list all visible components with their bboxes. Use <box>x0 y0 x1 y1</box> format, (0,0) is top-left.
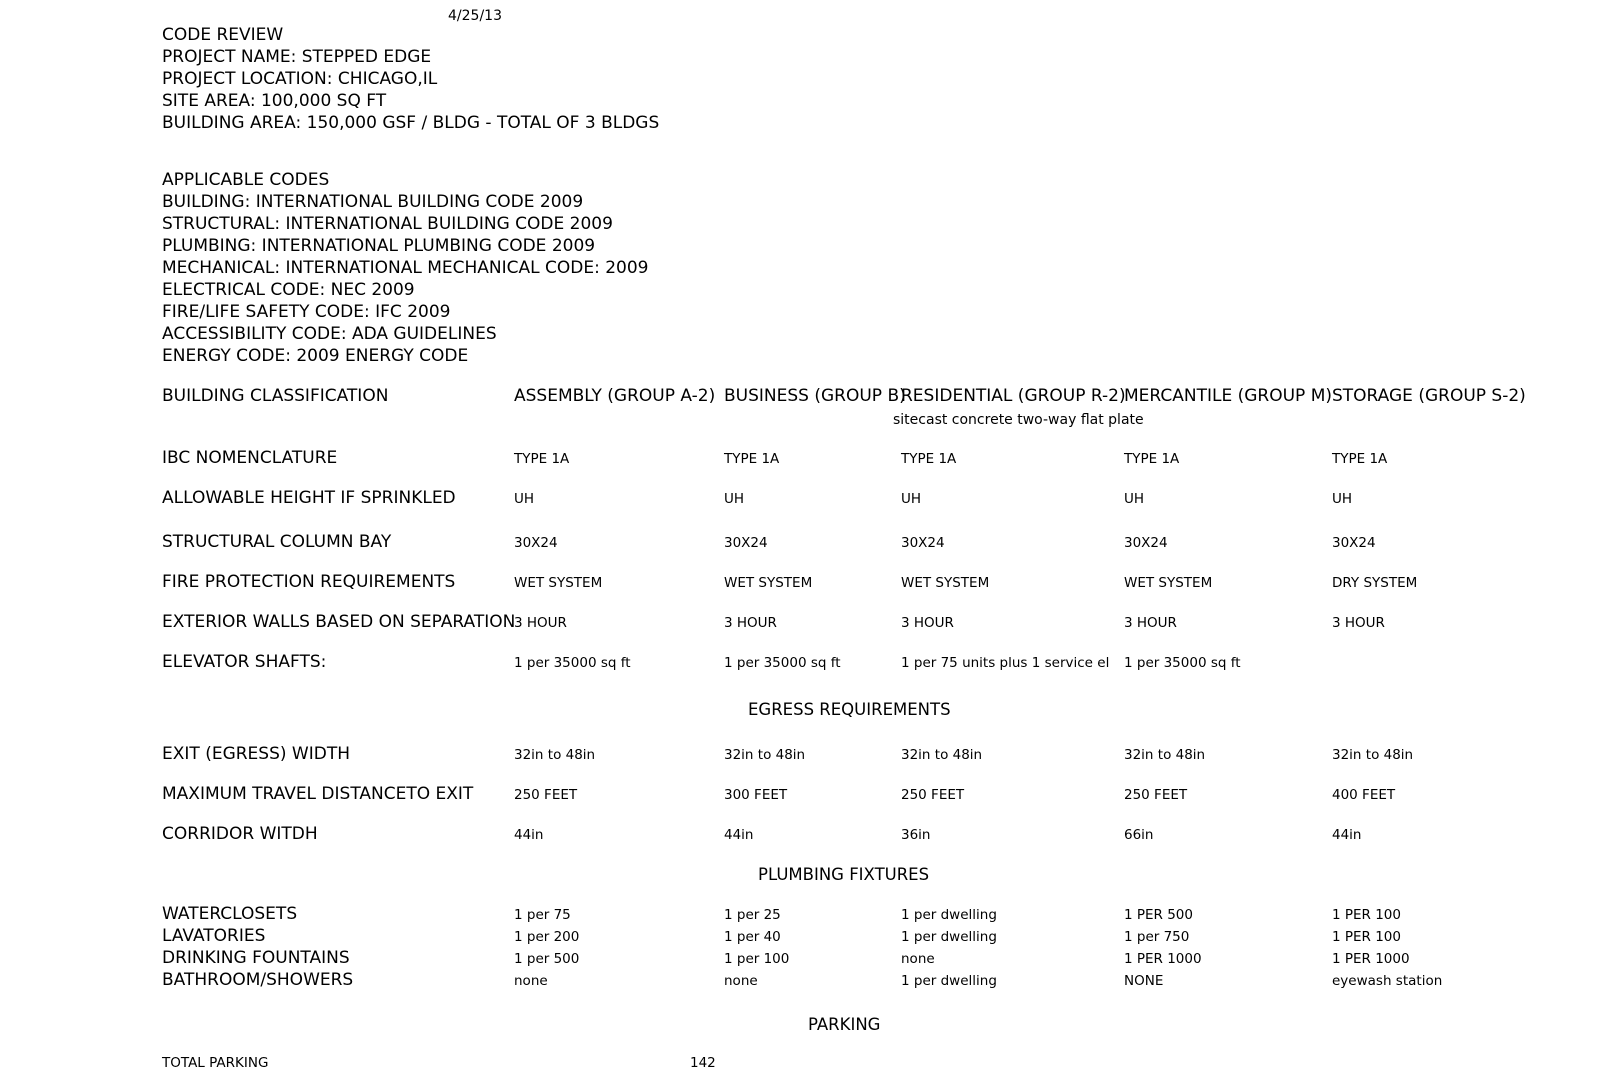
cell: WET SYSTEM <box>514 575 603 591</box>
cell: UH <box>724 491 745 507</box>
code-item: FIRE/LIFE SAFETY CODE: IFC 2009 <box>162 302 451 322</box>
cell: 3 HOUR <box>514 615 567 631</box>
row-label: WATERCLOSETS <box>162 904 298 924</box>
construction-note: sitecast concrete two-way flat plate <box>893 412 1144 428</box>
code-item: PLUMBING: INTERNATIONAL PLUMBING CODE 2009 <box>162 236 596 256</box>
cell: 1 per 200 <box>514 929 580 945</box>
cell: TYPE 1A <box>1332 451 1388 467</box>
cell: UH <box>901 491 922 507</box>
cell: 250 FEET <box>514 787 578 803</box>
site-area: SITE AREA: 100,000 SQ FT <box>162 91 387 111</box>
cell: 1 PER 1000 <box>1124 951 1202 967</box>
cell: 300 FEET <box>724 787 788 803</box>
cell: 1 per dwelling <box>901 929 997 945</box>
cell: TYPE 1A <box>724 451 780 467</box>
column-header-assembly: ASSEMBLY (GROUP A-2) <box>514 386 716 406</box>
cell: none <box>724 973 758 989</box>
document-title: CODE REVIEW <box>162 25 284 45</box>
cell: none <box>514 973 548 989</box>
egress-heading: EGRESS REQUIREMENTS <box>748 700 951 719</box>
plumbing-heading: PLUMBING FIXTURES <box>758 865 930 884</box>
cell: UH <box>1332 491 1353 507</box>
cell: 1 per 75 units plus 1 service el <box>901 657 1110 671</box>
cell: 32in to 48in <box>514 747 596 763</box>
cell: 32in to 48in <box>724 747 806 763</box>
cell: UH <box>514 491 535 507</box>
applicable-codes-title: APPLICABLE CODES <box>162 170 330 190</box>
cell: TYPE 1A <box>901 451 957 467</box>
row-label: STRUCTURAL COLUMN BAY <box>162 532 392 552</box>
row-label: EXTERIOR WALLS BASED ON SEPARATION <box>162 612 516 632</box>
total-parking-value: 142 <box>690 1055 716 1071</box>
cell: 44in <box>1332 827 1362 843</box>
cell: 32in to 48in <box>1124 747 1206 763</box>
cell: 44in <box>514 827 544 843</box>
cell: 30X24 <box>901 535 945 551</box>
parking-heading: PARKING <box>808 1015 881 1034</box>
cell: 1 PER 500 <box>1124 907 1193 923</box>
cell: TYPE 1A <box>514 451 570 467</box>
cell: DRY SYSTEM <box>1332 575 1418 591</box>
total-parking-label: TOTAL PARKING <box>162 1055 269 1071</box>
project-location: PROJECT LOCATION: CHICAGO,IL <box>162 69 438 89</box>
code-item: ACCESSIBILITY CODE: ADA GUIDELINES <box>162 324 497 344</box>
cell: 32in to 48in <box>1332 747 1414 763</box>
cell: 30X24 <box>724 535 768 551</box>
cell: 1 per 35000 sq ft <box>724 655 841 671</box>
cell: 1 PER 100 <box>1332 929 1401 945</box>
row-label: ELEVATOR SHAFTS: <box>162 652 327 672</box>
cell: 30X24 <box>1124 535 1168 551</box>
cell: UH <box>1124 491 1145 507</box>
cell: 1 per 750 <box>1124 929 1190 945</box>
column-header-business: BUSINESS (GROUP B) <box>724 386 906 406</box>
code-item: ELECTRICAL CODE: NEC 2009 <box>162 280 415 300</box>
cell: 1 per 35000 sq ft <box>514 655 631 671</box>
cell: 66in <box>1124 827 1154 843</box>
cell: 1 per 25 <box>724 907 781 923</box>
row-label: MAXIMUM TRAVEL DISTANCETO EXIT <box>162 784 474 804</box>
cell: 3 HOUR <box>724 615 777 631</box>
code-item: ENERGY CODE: 2009 ENERGY CODE <box>162 346 469 366</box>
row-label: FIRE PROTECTION REQUIREMENTS <box>162 572 456 592</box>
cell: 1 per 500 <box>514 951 580 967</box>
cell: 32in to 48in <box>901 747 983 763</box>
column-header-storage: STORAGE (GROUP S-2) <box>1332 386 1526 406</box>
classification-label: BUILDING CLASSIFICATION <box>162 386 389 406</box>
cell: 44in <box>724 827 754 843</box>
column-header-mercantile: MERCANTILE (GROUP M) <box>1124 386 1333 406</box>
cell: 1 per 100 <box>724 951 790 967</box>
cell: TYPE 1A <box>1124 451 1180 467</box>
row-label: LAVATORIES <box>162 926 266 946</box>
column-header-residential: RESIDENTIAL (GROUP R-2) <box>901 386 1126 406</box>
code-item: BUILDING: INTERNATIONAL BUILDING CODE 2009 <box>162 192 584 212</box>
row-label: ALLOWABLE HEIGHT IF SPRINKLED <box>162 488 456 508</box>
cell: 400 FEET <box>1332 787 1396 803</box>
cell: 3 HOUR <box>1332 615 1385 631</box>
cell: 3 HOUR <box>1124 615 1177 631</box>
project-name: PROJECT NAME: STEPPED EDGE <box>162 47 432 67</box>
cell: WET SYSTEM <box>724 575 813 591</box>
cell: 3 HOUR <box>901 615 954 631</box>
row-label: EXIT (EGRESS) WIDTH <box>162 744 350 764</box>
document-date: 4/25/13 <box>448 8 502 24</box>
code-item: STRUCTURAL: INTERNATIONAL BUILDING CODE 2009 <box>162 214 613 234</box>
cell: 36in <box>901 827 931 843</box>
cell: 1 per 75 <box>514 907 571 923</box>
cell: WET SYSTEM <box>901 575 990 591</box>
cell: none <box>901 951 935 967</box>
row-label: IBC NOMENCLATURE <box>162 448 338 468</box>
row-label: CORRIDOR WITDH <box>162 824 318 844</box>
cell: 1 per 35000 sq ft <box>1124 655 1241 671</box>
cell: 250 FEET <box>901 787 965 803</box>
cell: 1 per dwelling <box>901 973 997 989</box>
cell: 30X24 <box>514 535 558 551</box>
row-label: BATHROOM/SHOWERS <box>162 970 354 990</box>
code-item: MECHANICAL: INTERNATIONAL MECHANICAL CODE: 2009 <box>162 258 649 278</box>
cell: NONE <box>1124 973 1164 989</box>
cell: WET SYSTEM <box>1124 575 1213 591</box>
cell: 1 per dwelling <box>901 907 997 923</box>
cell: 1 PER 1000 <box>1332 951 1410 967</box>
cell: 1 per 40 <box>724 929 781 945</box>
cell: eyewash station <box>1332 973 1443 989</box>
cell: 250 FEET <box>1124 787 1188 803</box>
building-area: BUILDING AREA: 150,000 GSF / BLDG - TOTAL OF 3 BLDGS <box>162 113 660 133</box>
cell: 30X24 <box>1332 535 1376 551</box>
row-label: DRINKING FOUNTAINS <box>162 948 350 968</box>
cell: 1 PER 100 <box>1332 907 1401 923</box>
